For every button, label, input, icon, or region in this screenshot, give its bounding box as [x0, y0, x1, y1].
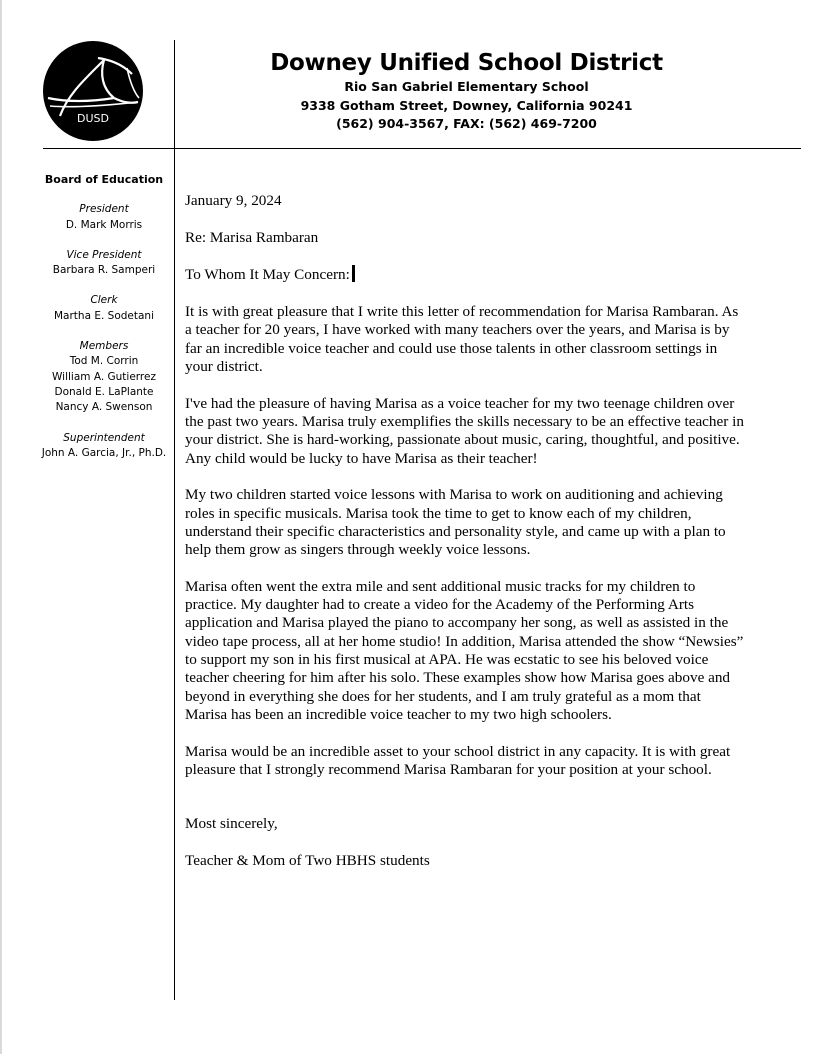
board-sidebar — [40, 172, 168, 476]
letter-signature: Teacher & Mom of Two HBHS students — [185, 851, 430, 869]
letter-paragraph: It is with great pleasure that I write this letter of recommendation for Marisa Rambaran. As a teacher for 20 years, I have worked with many teachers over the years, and Marisa is by far an incredible voice teacher and could use those talents in other classroom settings in your district. — [185, 303, 739, 375]
board-member-name: Martha E. Sodetani — [53, 309, 154, 322]
school-name: Rio San Gabriel Elementary School — [344, 79, 589, 94]
header-vertical-divider — [174, 40, 175, 1000]
letter-closing: Most sincerely, — [185, 815, 278, 833]
letter-date: January 9, 2024 — [185, 192, 282, 209]
text-cursor — [352, 265, 355, 282]
board-title: Board of Education — [44, 173, 164, 186]
board-group-members — [40, 339, 168, 415]
district-logo — [42, 40, 144, 142]
phone-fax: (562) 904-3567, FAX: (562) 469-7200 — [336, 116, 597, 131]
header-horizontal-divider — [43, 148, 801, 149]
letter-paragraph: I've had the pleasure of having Marisa as a voice teacher for my two teenage children over the past two years. Marisa truly exemplifies the skills necessary to be an effective teacher in your district. She is hard-working, passionate about music, caring, thoughtful, and positive. Any child would be lucky to have Marisa as their teacher! — [185, 394, 744, 467]
board-role: Members — [79, 340, 129, 353]
board-member-name: John A. Garcia, Jr., Ph.D. — [41, 446, 167, 459]
board-member-name: Tod M. Corrin — [69, 355, 139, 368]
letter-paragraph: Marisa often went the extra mile and sent additional music tracks for my children to practice. My daughter had to create a video for the Academy of the Performing Arts application and Marisa played the piano to accompany her song, as well as assisted in the video tape process, all at her home studio! In addition, Marisa attended the show “Newsies” to support my son in his first musical at APA. He was ecstatic to see his beloved voice teacher cheering for him after his solo. These examples show how Marisa goes above and beyond in everything she does for her students, and I am truly grateful as a mom that Marisa has been an incredible voice teacher to my two high schoolers. — [185, 577, 744, 723]
board-role: Clerk — [90, 294, 118, 307]
letter-salutation-line — [185, 265, 745, 284]
board-group-president — [40, 202, 168, 233]
board-member-name: Donald E. LaPlante — [54, 385, 154, 398]
board-role: Vice President — [66, 248, 142, 261]
letter-salutation: To Whom It May Concern: — [185, 266, 350, 284]
letter-paragraph: Marisa would be an incredible asset to your school district in any capacity. It is with great pleasure that I strongly recommend Marisa Rambaran for your position at your school. — [185, 742, 731, 778]
board-group-superintendent — [40, 431, 168, 462]
board-member-name: William A. Gutierrez — [52, 370, 156, 383]
letter-body[interactable] — [185, 192, 745, 889]
board-group-clerk — [40, 293, 168, 324]
board-member-name: Nancy A. Swenson — [55, 401, 153, 414]
school-address: 9338 Gotham Street, Downey, California 90241 — [300, 97, 633, 113]
board-role: President — [79, 203, 129, 216]
letter-paragraph: My two children started voice lessons with Marisa to work on auditioning and achieving roles in specific musicals. Marisa took the time to get to know each of my children, understand their specific characteristics and personality style, and came up with a plan to help them grow as singers through weekly voice lessons. — [185, 486, 726, 559]
page-edge — [0, 0, 2, 1054]
logo-text: DUSD — [77, 112, 109, 125]
board-member-name: Barbara R. Samperi — [52, 264, 156, 277]
letter-re-line: Re: Marisa Rambaran — [185, 228, 319, 246]
letterhead — [175, 48, 758, 134]
district-name: Downey Unified School District — [270, 50, 663, 76]
board-role: Superintendent — [63, 431, 145, 444]
board-group-vice-president — [40, 248, 168, 279]
board-member-name: D. Mark Morris — [65, 218, 143, 231]
